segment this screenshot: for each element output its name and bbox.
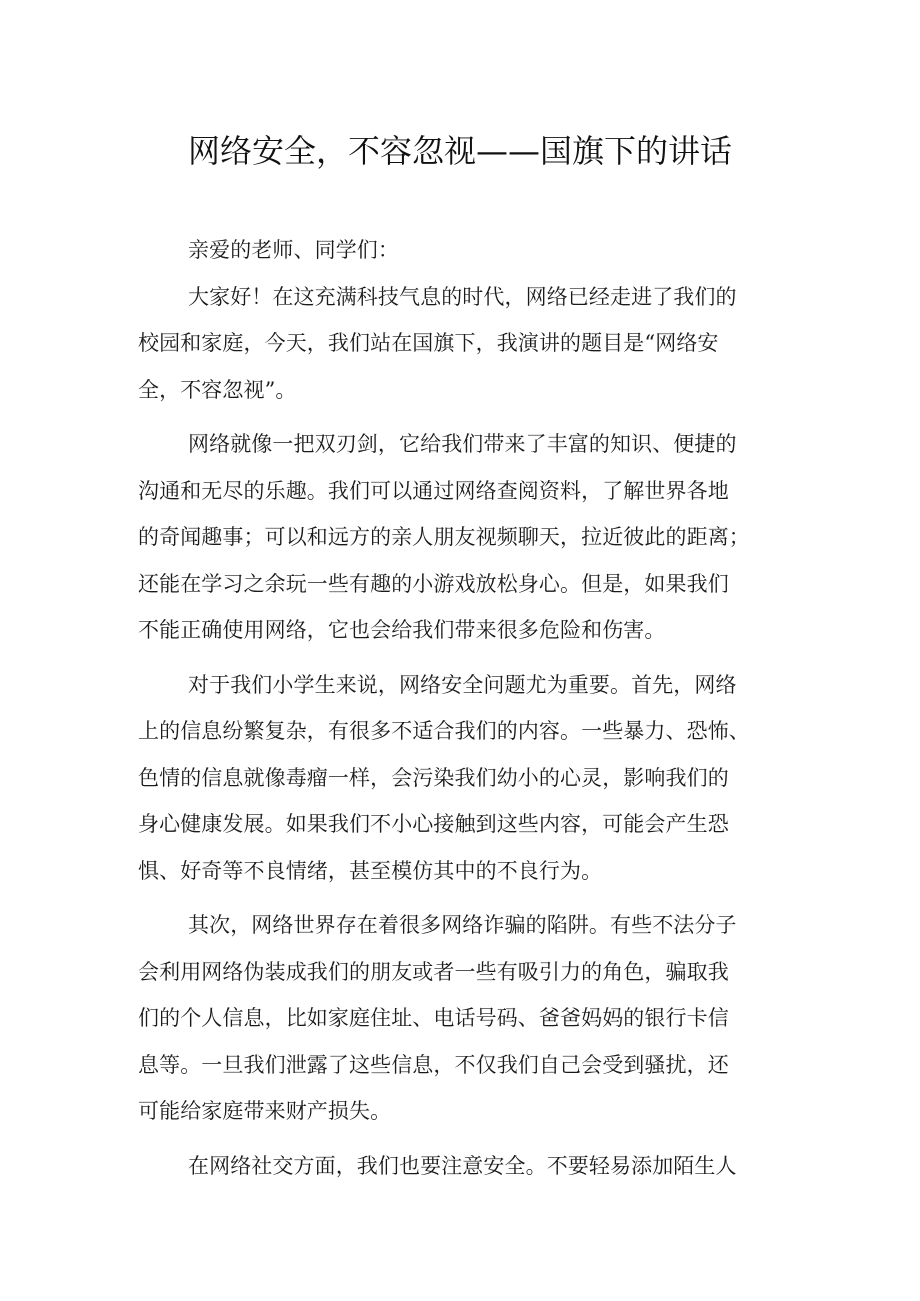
document-body	[138, 227, 790, 1189]
paragraph	[138, 902, 790, 1135]
paragraph-line: 上的信息纷繁复杂，有很多不适合我们的内容。一些暴力、恐怖、	[138, 719, 750, 743]
paragraph-line: 校园和家庭，今天，我们站在国旗下，我演讲的题目是“网络安	[138, 331, 719, 355]
paragraph-line: 色情的信息就像毒瘤一样，会污染我们幼小的心灵，影响我们的	[138, 765, 729, 790]
salutation: 亲爱的老师、同学们：	[188, 238, 399, 262]
paragraph-line: 网络就像一把双刃剑，它给我们带来了丰富的知识、便捷的	[188, 432, 737, 456]
paragraph-line: 可能给家庭带来财产损失。	[138, 1099, 392, 1123]
paragraph-line: 身心健康发展。如果我们不小心接触到这些内容，可能会产生恐	[138, 812, 729, 836]
paragraph	[138, 662, 790, 895]
paragraph-line: 其次，网络世界存在着很多网络诈骗的陷阱。有些不法分子	[188, 913, 737, 937]
paragraph-line: 会利用网络伪装成我们的朋友或者一些有吸引力的角色，骗取我	[138, 959, 729, 984]
paragraph-line: 息等。一旦我们泄露了这些信息，不仅我们自己会受到骚扰，还	[138, 1052, 729, 1077]
paragraph-line: 大家好！在这充满科技气息的时代，网络已经走进了我们的	[188, 284, 737, 309]
paragraph-line: 惧、好奇等不良情绪，甚至模仿其中的不良行为。	[138, 858, 603, 883]
paragraph-line: 们的个人信息，比如家庭住址、电话号码、爸爸妈妈的银行卡信	[138, 1006, 729, 1030]
paragraph	[138, 1143, 790, 1190]
paragraph	[138, 274, 790, 414]
paragraph-line: 全，不容忽视”。	[138, 377, 297, 402]
paragraph-line: 对于我们小学生来说，网络安全问题尤为重要。首先，网络	[188, 672, 737, 697]
paragraph-line: 在网络社交方面，我们也要注意安全。不要轻易添加陌生人	[188, 1153, 737, 1178]
paragraph	[138, 421, 790, 654]
document-title: 网络安全，不容忽视——国旗下的讲话	[187, 132, 732, 170]
paragraph-line: 还能在学习之余玩一些有趣的小游戏放松身心。但是，如果我们	[138, 571, 729, 596]
paragraph-line: 的奇闻趣事；可以和远方的亲人朋友视频聊天，拉近彼此的距离；	[138, 525, 750, 549]
paragraph-line: 不能正确使用网络，它也会给我们带来很多危险和伤害。	[138, 618, 666, 642]
paragraph-line: 沟通和无尽的乐趣。我们可以通过网络查阅资料，了解世界各地	[138, 478, 729, 503]
